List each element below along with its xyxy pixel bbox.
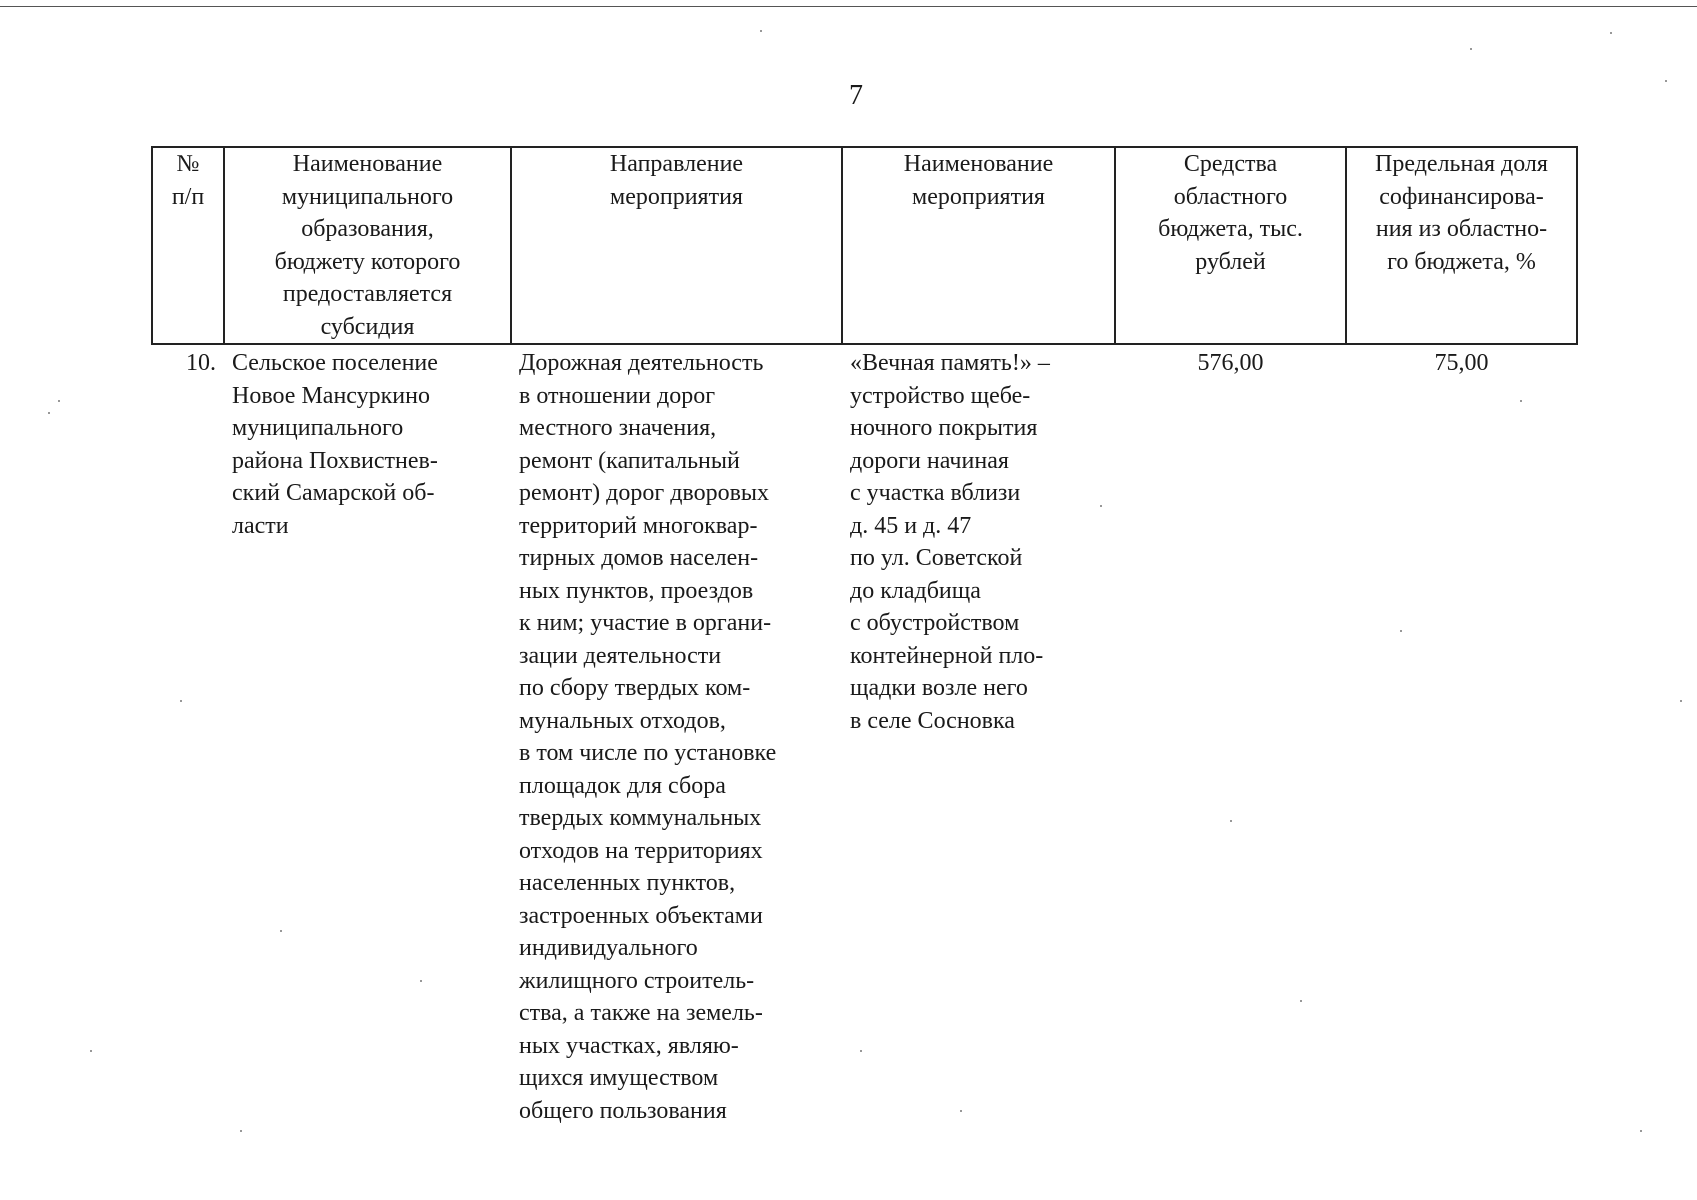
text-line: Наименование	[903, 151, 1054, 177]
text-line: п/п	[171, 183, 205, 210]
text-line: Наименование	[292, 151, 443, 177]
row-direction	[511, 344, 842, 1127]
text-line: №	[176, 151, 200, 177]
text-line: застроенных объектами	[519, 902, 763, 929]
scan-speck	[960, 1110, 962, 1112]
text-line: контейнерной пло-	[850, 642, 1044, 669]
text-line: местного значения,	[519, 415, 717, 441]
text-line: щихся имуществом	[519, 1065, 719, 1091]
header-direction	[511, 147, 842, 344]
text-line: территорий многоквар-	[519, 512, 758, 539]
header-share	[1346, 147, 1577, 344]
row-municipality	[224, 344, 511, 1127]
scan-speck	[1520, 400, 1522, 402]
text-line: индивидуального	[519, 935, 698, 961]
scan-speck	[760, 30, 762, 32]
table-row	[152, 344, 1577, 1127]
text-line: твердых коммунальных	[519, 805, 762, 831]
scan-speck	[90, 1050, 92, 1052]
scan-speck	[48, 412, 50, 414]
scan-top-edge	[0, 6, 1697, 7]
page-number: 7	[849, 80, 863, 111]
text-line: ночного покрытия	[850, 415, 1038, 441]
text-line: Дорожная деятельность	[519, 350, 764, 376]
text-line: ласти	[232, 512, 289, 539]
text-line: жилищного строитель-	[519, 967, 755, 994]
row-number: 10.	[186, 350, 216, 376]
text-line: тирных домов населен-	[519, 545, 759, 571]
row-event	[842, 344, 1115, 1127]
text-line: отходов на территориях	[519, 837, 763, 864]
row-budget: 576,00	[1197, 350, 1264, 376]
text-line: по сбору твердых ком-	[519, 675, 751, 701]
text-line: муниципального	[232, 415, 404, 441]
text-line: муниципального	[281, 183, 454, 210]
text-line: Направление	[609, 151, 744, 177]
header-municipality	[224, 147, 511, 344]
text-line: дороги начиная	[850, 447, 1009, 474]
text-line: го бюджета, %	[1387, 248, 1536, 275]
text-line: бюджета, тыс.	[1158, 216, 1303, 242]
row-share: 75,00	[1434, 350, 1489, 376]
text-line: ния из областно-	[1375, 216, 1548, 242]
text-line: мероприятия	[610, 183, 743, 210]
text-line: ремонт (капитальный	[519, 447, 740, 474]
text-line: щадки возле него	[850, 675, 1028, 701]
scan-speck	[1100, 505, 1102, 507]
text-line: к ним; участие в органи-	[519, 610, 772, 636]
text-line: в отношении дорог	[519, 382, 716, 409]
scan-speck	[58, 400, 60, 402]
text-line: Сельское поселение	[232, 350, 438, 376]
scan-speck	[420, 980, 422, 982]
scan-speck	[240, 1130, 242, 1132]
text-line: с обустройством	[850, 610, 1020, 636]
text-line: ства, а также на земель-	[519, 1000, 763, 1026]
text-line: площадок для сбора	[519, 772, 726, 799]
scan-speck	[1470, 48, 1472, 50]
text-line: в том числе по установке	[519, 740, 777, 766]
header-event	[842, 147, 1115, 344]
header-number	[152, 147, 224, 344]
scan-speck	[1680, 700, 1682, 702]
text-line: ский Самарской об-	[232, 480, 435, 506]
text-line: субсидия	[320, 313, 415, 340]
text-line: до кладбища	[850, 577, 981, 604]
scan-speck	[1300, 1000, 1302, 1002]
text-line: Новое Мансуркино	[232, 382, 430, 409]
text-line: мунальных отходов,	[519, 707, 726, 734]
text-line: Средства	[1183, 151, 1278, 177]
text-line: района Похвистнев-	[232, 447, 438, 474]
text-line: областного	[1173, 183, 1288, 210]
text-line: д. 45 и д. 47	[850, 512, 972, 539]
text-line: в селе Сосновка	[850, 707, 1015, 734]
text-line: образования,	[301, 216, 434, 242]
table-header-row	[152, 147, 1577, 344]
text-line: ных участках, являю-	[519, 1032, 739, 1059]
text-line: ных пунктов, проездов	[519, 577, 754, 604]
scan-speck	[860, 1050, 862, 1052]
text-line: по ул. Советской	[850, 545, 1023, 571]
text-line: устройство щебе-	[850, 382, 1031, 409]
text-line: мероприятия	[912, 183, 1045, 210]
text-line: софинансирова-	[1379, 183, 1544, 210]
scan-speck	[280, 930, 282, 932]
scan-speck	[1610, 32, 1612, 34]
text-line: общего пользования	[519, 1097, 727, 1124]
scan-speck	[1400, 630, 1402, 632]
text-line: «Вечная память!» –	[850, 350, 1050, 376]
text-line: населенных пунктов,	[519, 870, 736, 896]
scan-speck	[180, 700, 182, 702]
text-line: ремонт) дорог дворовых	[519, 480, 770, 506]
header-budget	[1115, 147, 1346, 344]
subsidy-table	[151, 146, 1578, 1127]
text-line: бюджету которого	[274, 248, 461, 275]
text-line: предоставляется	[282, 281, 453, 307]
text-line: Предельная доля	[1375, 151, 1548, 177]
text-line: с участка вблизи	[850, 480, 1021, 506]
text-line: рублей	[1195, 248, 1266, 275]
text-line: зации деятельности	[519, 642, 722, 669]
scan-speck	[1230, 820, 1232, 822]
scan-speck	[1665, 80, 1667, 82]
scan-speck	[1640, 1130, 1642, 1132]
